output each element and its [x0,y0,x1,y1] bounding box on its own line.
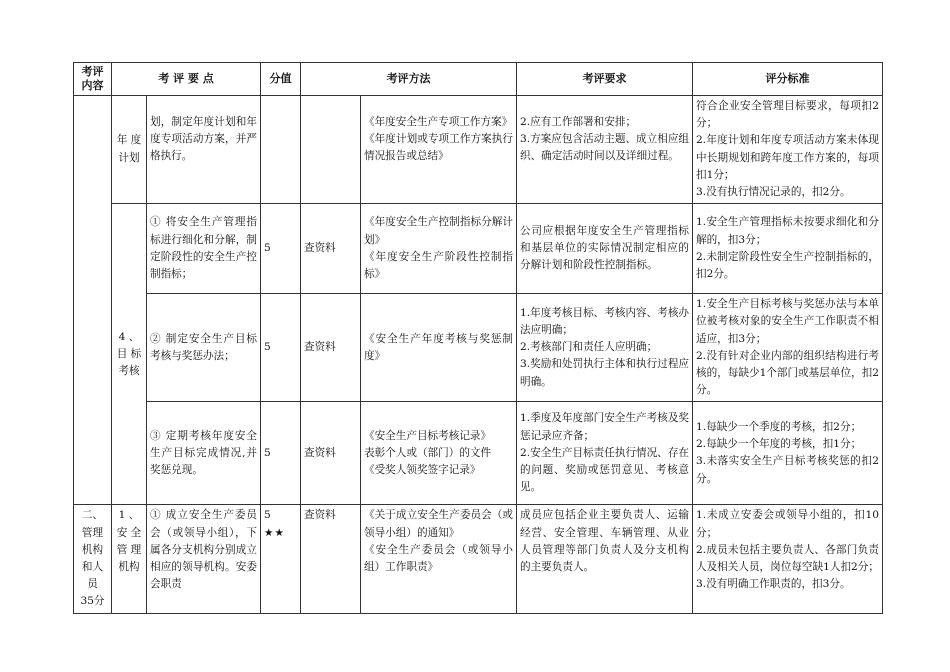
score-plan [261,96,301,204]
requirement-goal2: 1.年度考核目标、考核内容、考核办法应明确； 2.考核部门和责任人应明确； 3.奖励和处罚执行主体和执行过程应明确。 [517,294,693,402]
table-row [74,505,883,613]
method-type-plan [301,96,361,204]
requirement-goal3: 1.季度及年度部门安全生产考核及奖惩记录应齐备； 2.安全生产目标责任执行情况、存在的问题、奖励或惩罚意见、考核意见。 [517,402,693,505]
method-goal3: 《安全生产目标考核记录》 表彰个人或（部门）的文件 《受奖人领奖签字记录》 [361,402,517,505]
content-cell-blank [74,96,112,505]
sub-item-plan: 年 度 计划 [112,96,147,204]
requirement-plan: 2.应有工作部署和安排； 3.方案应包含活动主题、成立相应组织、确定活动时间以及详细过程。 [517,96,693,204]
header-content: 考评 内容 [74,63,112,96]
standard-org1: 1.未成立安委会或领导小组的，扣10分； 2.成员未包括主要负责人、各部门负责人及相关人员，岗位每空缺1人扣2分； 3.没有明确工作职责的，扣3分。 [693,505,883,613]
standard-plan: 符合企业安全管理目标要求，每项扣2分； 2.年度计划和年度专项活动方案未体现中长期规划和跨年度工作方案的，每项扣1分； 3.没有执行情况记录的，扣2分。 [693,96,883,204]
point-goal1: ① 将安全生产管理指标进行细化和分解，制定阶段性的安全生产控制指标； [147,204,261,294]
method-goal1: 《年度安全生产控制指标分解计划》 《年度安全生产阶段性控制指标》 [361,204,517,294]
evaluation-table [73,62,883,614]
requirement-goal1: 公司应根据年度安全生产管理指标和基层单位的实际情况制定相应的分解计划和阶段性控制指标。 [517,204,693,294]
header-row [74,63,883,96]
star-rating: ★★ [264,526,285,539]
sub-item-org: 1 、 安 全 管 理 机构 [112,505,147,613]
point-goal2: ② 制定安全生产目标考核与奖惩办法； [147,294,261,402]
score-org1-cell [261,505,301,613]
score-goal2: 5 [261,294,301,402]
score-goal1: 5 [261,204,301,294]
method-type-org1: 查资料 [301,505,361,613]
method-plan: 《年度安全生产专项工作方案》 《年度计划或专项工作方案执行情况报告或总结》 [361,96,517,204]
requirement-org1: 成员应包括企业主要负责人、运输经营、安全管理、车辆管理、从业人员管理等部门负责人及分支机构的主要负责人。 [517,505,693,613]
header-requirement: 考评要求 [517,63,693,96]
point-plan: 划，制定年度计划和年度专项活动方案，并严格执行。 [147,96,261,204]
method-type-goal1: 查资料 [301,204,361,294]
point-org1: ① 成立安全生产委员会（或领导小组），下属各分支机构分别成立相应的领导机构。安委会职责 [147,505,261,613]
method-type-goal3: 查资料 [301,402,361,505]
table-row [74,204,883,294]
score-org1: 5 [264,509,271,522]
sub-item-goal: 4 、 目 标 考核 [112,204,147,505]
point-goal3: ③ 定期考核年度安全生产目标完成情况,并奖惩兑现。 [147,402,261,505]
table-row [74,96,883,204]
standard-goal3: 1.每缺少一个季度的考核，扣2分； 2.每缺少一个年度的考核，扣1分； 3.未落实安全生产目标考核奖惩的扣2分。 [693,402,883,505]
header-score: 分值 [261,63,301,96]
method-goal2: 《安全生产年度考核与奖惩制度》 [361,294,517,402]
method-org1: 《关于成立安全生产委员会（或领导小组）的通知》 《安全生产委员会（或领导小组）工作职责》 [361,505,517,613]
header-method: 考评方法 [301,63,517,96]
method-type-goal2: 查资料 [301,294,361,402]
score-goal3: 5 [261,402,301,505]
header-standard: 评分标准 [693,63,883,96]
standard-goal2: 1.安全生产目标考核与奖惩办法与本单位被考核对象的安全生产工作职责不相适应，扣3分； 2.没有针对企业内部的组织结构进行考核的，每缺少1个部门或基层单位，扣2分。 [693,294,883,402]
standard-goal1: 1.安全生产管理指标未按要求细化和分解的，扣3分； 2.未制定阶段性安全生产控制指标的，扣2分。 [693,204,883,294]
content-org: 二、 管理机构和人员 35分 [74,505,112,613]
header-points: 考 评 要 点 [112,63,261,96]
table-row [74,294,883,402]
table-row [74,402,883,505]
